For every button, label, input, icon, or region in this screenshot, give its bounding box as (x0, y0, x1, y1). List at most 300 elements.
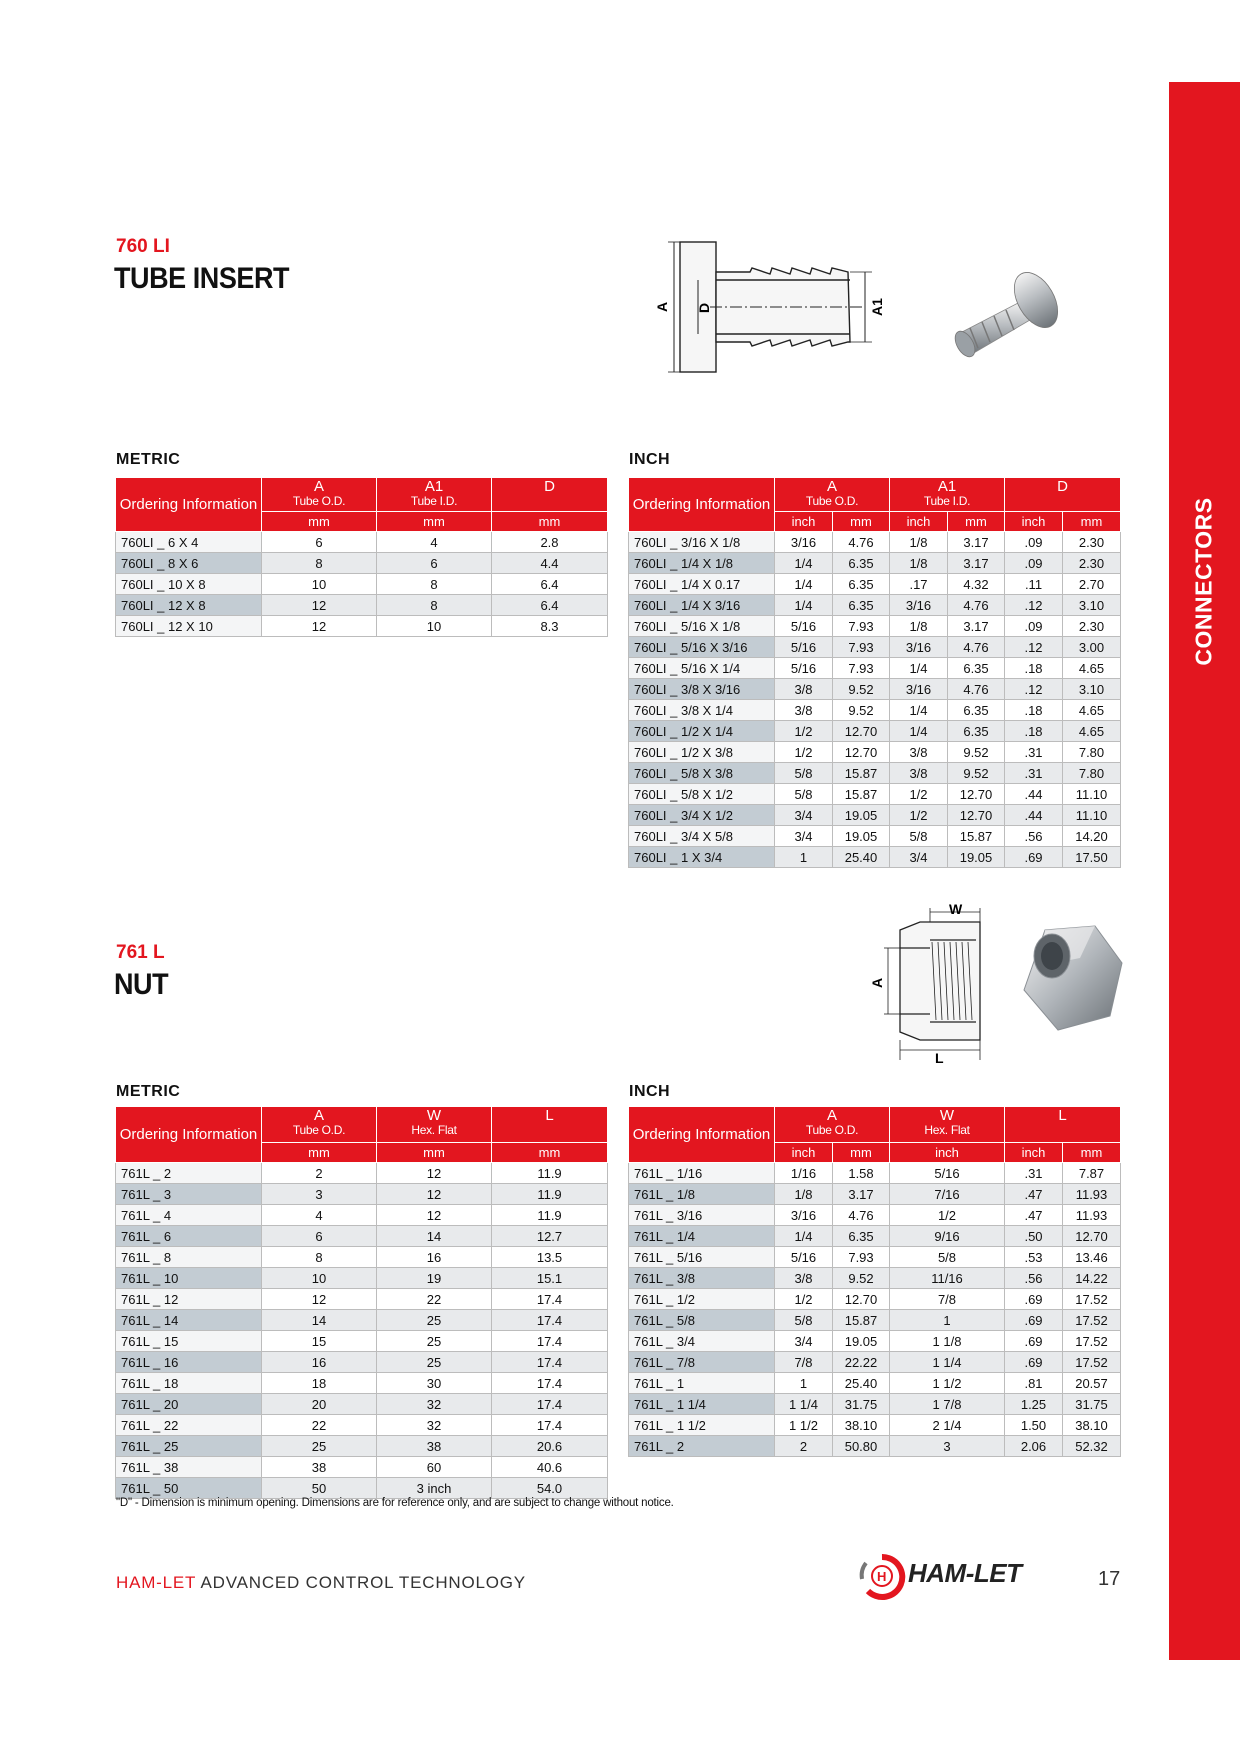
value-cell: 7/16 (890, 1184, 1005, 1205)
value-cell: 5/16 (890, 1163, 1005, 1184)
ordering-code-cell: 761L _ 25 (116, 1436, 262, 1457)
unit-inch: inch (1005, 512, 1063, 532)
value-cell: 9.52 (833, 1268, 890, 1289)
footnote: "D" - Dimension is minimum opening. Dimensions are for reference only, and are subject to change without notice. (116, 1497, 674, 1509)
value-cell: 1 7/8 (890, 1394, 1005, 1415)
unit-mm: mm (262, 1143, 377, 1163)
value-cell: 12 (377, 1184, 492, 1205)
table-row (116, 574, 608, 595)
ordering-code-cell: 760LI _ 1/4 X 3/16 (629, 595, 775, 616)
ordering-code-cell: 760LI _ 3/8 X 3/16 (629, 679, 775, 700)
table-row (629, 847, 1121, 868)
value-cell: .56 (1005, 1268, 1063, 1289)
value-cell: .12 (1005, 595, 1063, 616)
value-cell: 2.06 (1005, 1436, 1063, 1457)
value-cell: 19.05 (833, 826, 890, 847)
value-cell: 1.25 (1005, 1394, 1063, 1415)
value-cell: 3/4 (775, 1331, 833, 1352)
unit-inch: inch (775, 512, 833, 532)
value-cell: .69 (1005, 1310, 1063, 1331)
value-cell: 9.52 (948, 763, 1005, 784)
value-cell: 8 (262, 1247, 377, 1268)
value-cell: 12.70 (948, 784, 1005, 805)
value-cell: 1.50 (1005, 1415, 1063, 1436)
unit-mm: mm (262, 512, 377, 532)
value-cell: .18 (1005, 658, 1063, 679)
value-cell: .12 (1005, 637, 1063, 658)
value-cell: 15.87 (833, 763, 890, 784)
value-cell: .44 (1005, 784, 1063, 805)
value-cell: 1/8 (890, 553, 948, 574)
table-row (629, 1310, 1121, 1331)
value-cell: 3.00 (1063, 637, 1121, 658)
value-cell: .50 (1005, 1226, 1063, 1247)
ordering-code-cell: 761L _ 8 (116, 1247, 262, 1268)
value-cell: 9.52 (833, 700, 890, 721)
value-cell: 25 (377, 1310, 492, 1331)
value-cell: 12.7 (492, 1226, 608, 1247)
ordering-code-cell: 761L _ 2 (116, 1163, 262, 1184)
value-cell: 4.76 (948, 679, 1005, 700)
value-cell: 5/8 (775, 763, 833, 784)
value-cell: 17.4 (492, 1394, 608, 1415)
logo-mark: H (877, 1569, 887, 1584)
value-cell: 3.17 (948, 553, 1005, 574)
value-cell: 9/16 (890, 1226, 1005, 1247)
value-cell: 5/8 (775, 1310, 833, 1331)
value-cell: 32 (377, 1394, 492, 1415)
value-cell: 20.6 (492, 1436, 608, 1457)
section-heading-metric: METRIC (116, 1083, 181, 1100)
table-row (116, 1247, 608, 1268)
value-cell: 12.70 (948, 805, 1005, 826)
ordering-code-cell: 760LI _ 12 X 8 (116, 595, 262, 616)
ordering-code-cell: 761L _ 12 (116, 1289, 262, 1310)
ordering-code-cell: 761L _ 3 (116, 1184, 262, 1205)
value-cell: .47 (1005, 1205, 1063, 1226)
ordering-code-cell: 761L _ 2 (629, 1436, 775, 1457)
value-cell: 3/16 (890, 595, 948, 616)
table-row (629, 700, 1121, 721)
value-cell: 11.10 (1063, 805, 1121, 826)
value-cell: .18 (1005, 700, 1063, 721)
value-cell: 3/4 (775, 826, 833, 847)
value-cell: 38 (262, 1457, 377, 1478)
table-row (629, 1184, 1121, 1205)
ordering-code-cell: 761L _ 4 (116, 1205, 262, 1226)
side-tab (1169, 82, 1240, 1660)
value-cell: 3/16 (890, 679, 948, 700)
value-cell: 12 (377, 1163, 492, 1184)
value-cell: 15.1 (492, 1268, 608, 1289)
header-a: A (313, 478, 324, 495)
value-cell: 4.32 (948, 574, 1005, 595)
header-a1: A1 (937, 478, 957, 495)
ordering-code-cell: 761L _ 16 (116, 1352, 262, 1373)
table-row (629, 1436, 1121, 1457)
value-cell: .09 (1005, 553, 1063, 574)
value-cell: 20 (262, 1394, 377, 1415)
value-cell: 12.70 (833, 721, 890, 742)
value-cell: 5/8 (775, 784, 833, 805)
header-l: L (1058, 1107, 1067, 1124)
ordering-code-cell: 761L _ 6 (116, 1226, 262, 1247)
table-row (116, 1289, 608, 1310)
value-cell: 2.30 (1063, 532, 1121, 553)
ordering-code-cell: 761L _ 22 (116, 1415, 262, 1436)
ordering-code-cell: 760LI _ 1/2 X 3/8 (629, 742, 775, 763)
value-cell: .12 (1005, 679, 1063, 700)
value-cell: 1/8 (890, 616, 948, 637)
value-cell: .09 (1005, 532, 1063, 553)
page-number: 17 (1098, 1568, 1121, 1590)
value-cell: 1 1/2 (890, 1373, 1005, 1394)
table-row (629, 574, 1121, 595)
ordering-code-cell: 761L _ 10 (116, 1268, 262, 1289)
value-cell: 6.35 (948, 721, 1005, 742)
ordering-code-cell: 761L _ 15 (116, 1331, 262, 1352)
value-cell: 3/8 (890, 742, 948, 763)
value-cell: 3/16 (775, 1205, 833, 1226)
table-row (116, 1184, 608, 1205)
value-cell: 5/16 (775, 1247, 833, 1268)
value-cell: 17.4 (492, 1289, 608, 1310)
unit-mm: mm (948, 512, 1005, 532)
tube-insert-photo (950, 262, 1070, 382)
unit-mm: mm (377, 512, 492, 532)
unit-mm: mm (377, 1143, 492, 1163)
value-cell: 7.93 (833, 616, 890, 637)
header-a: A (826, 478, 837, 495)
value-cell: 15.87 (833, 1310, 890, 1331)
footer-brand: HAM-LET (116, 1573, 196, 1592)
ordering-code-cell: 761L _ 3/8 (629, 1268, 775, 1289)
value-cell: 3/8 (890, 763, 948, 784)
value-cell: 38 (377, 1436, 492, 1457)
value-cell: 3.10 (1063, 595, 1121, 616)
ordering-code-cell: 761L _ 1 1/2 (629, 1415, 775, 1436)
value-cell: 12 (262, 616, 377, 637)
ordering-code-cell: 761L _ 38 (116, 1457, 262, 1478)
value-cell: 11.10 (1063, 784, 1121, 805)
value-cell: 4.76 (948, 595, 1005, 616)
table-row (116, 1268, 608, 1289)
table-row (116, 1415, 608, 1436)
table-row (629, 1163, 1121, 1184)
ordering-code-cell: 760LI _ 1/4 X 1/8 (629, 553, 775, 574)
value-cell: .31 (1005, 742, 1063, 763)
table-row (116, 595, 608, 616)
value-cell: 17.4 (492, 1415, 608, 1436)
value-cell: 1/4 (890, 721, 948, 742)
value-cell: 38.10 (1063, 1415, 1121, 1436)
value-cell: 5/16 (775, 658, 833, 679)
value-cell: 31.75 (833, 1394, 890, 1415)
value-cell: 1 (775, 847, 833, 868)
value-cell: 19.05 (948, 847, 1005, 868)
header-w: W (939, 1107, 955, 1124)
value-cell: 25 (377, 1331, 492, 1352)
value-cell: .69 (1005, 847, 1063, 868)
unit-mm: mm (492, 512, 608, 532)
value-cell: 3 (262, 1184, 377, 1205)
header-ordering: Ordering Information (629, 1107, 775, 1163)
ordering-code-cell: 761L _ 14 (116, 1310, 262, 1331)
value-cell: 3.17 (833, 1184, 890, 1205)
value-cell: 19 (377, 1268, 492, 1289)
tube-insert-metric-table: Ordering Information A Tube O.D. A1 Tube I.D. D mm mm mm 760LI _ 6 X 4 6 4 2.8 760LI _ 8 X 6 8 6 4.4 760LI _ 10 X 8 10 8 6.4 760LI _ 12 X 8 12 8 6.4 760LI _ 12 X 10 12 10 8.3 (115, 477, 608, 637)
value-cell: 17.52 (1063, 1289, 1121, 1310)
value-cell: .18 (1005, 721, 1063, 742)
value-cell: 7.87 (1063, 1163, 1121, 1184)
value-cell: 2.8 (492, 532, 608, 553)
table-row (629, 763, 1121, 784)
value-cell: 4 (262, 1205, 377, 1226)
value-cell: 5/8 (890, 826, 948, 847)
value-cell: 17.52 (1063, 1310, 1121, 1331)
value-cell: 40.6 (492, 1457, 608, 1478)
product-code: 760 LI (116, 236, 170, 257)
value-cell: 4.76 (948, 637, 1005, 658)
value-cell: 6.35 (833, 595, 890, 616)
table-row (116, 1394, 608, 1415)
product-title: NUT (114, 968, 169, 1001)
ordering-code-cell: 760LI _ 3/4 X 5/8 (629, 826, 775, 847)
ordering-code-cell: 760LI _ 5/8 X 1/2 (629, 784, 775, 805)
header-ordering: Ordering Information (629, 478, 775, 532)
value-cell: 8 (377, 595, 492, 616)
table-row (629, 721, 1121, 742)
value-cell: 25 (262, 1436, 377, 1457)
value-cell: 6.35 (948, 700, 1005, 721)
value-cell: 25.40 (833, 847, 890, 868)
value-cell: 3/4 (775, 805, 833, 826)
table-row (629, 1394, 1121, 1415)
value-cell: 17.52 (1063, 1352, 1121, 1373)
value-cell: 11.9 (492, 1205, 608, 1226)
value-cell: 31.75 (1063, 1394, 1121, 1415)
value-cell: 5/8 (890, 1247, 1005, 1268)
unit-inch: inch (775, 1143, 833, 1163)
ordering-code-cell: 761L _ 1/16 (629, 1163, 775, 1184)
ordering-code-cell: 760LI _ 5/16 X 1/8 (629, 616, 775, 637)
value-cell: 2.30 (1063, 616, 1121, 637)
nut-inch-table: Ordering Information A Tube O.D. W Hex. Flat L inch mm inch inch mm 761L _ 1/16 1/16 1.58 5/16 .31 7.87 761L _ 1/8 1/8 3.17 7/16 .47 11.93 761L _ 3/16 3/16 4.76 1/2 .47 11.93 761L _ 1/4 1/4 6.35 9/16 .50 12.70 761L _ 5/16 5/16 7.93 5/8 .53 13.46 761L _ 3/8 3/8 9.52 11/16 .56 14.22 761L _ 1/2 1/2 12.70 7/8 .69 17.52 761L _ 5/8 5/8 15.87 1 .69 17.52 761L _ 3/4 3/4 19.05 1 1/8 .69 17.52 761L _ 7/8 7/8 22.22 1 1/4 .69 17.52 761L _ 1 1 25.40 1 1/2 .81 20.57 761L _ 1 1/4 1 1/4 31.75 1 7/8 1.25 31.75 761L _ 1 1/2 1 1/2 38.10 2 1/4 1.50 38.10 761L _ 2 2 50.80 3 2.06 52.32 (628, 1106, 1121, 1457)
value-cell: 6.4 (492, 574, 608, 595)
value-cell: 4.76 (833, 532, 890, 553)
value-cell: 12 (377, 1205, 492, 1226)
nut-drawing (860, 900, 1000, 1065)
value-cell: 11/16 (890, 1268, 1005, 1289)
value-cell: 7.93 (833, 658, 890, 679)
value-cell: 17.4 (492, 1331, 608, 1352)
value-cell: .17 (890, 574, 948, 595)
ordering-code-cell: 761L _ 50 (116, 1478, 262, 1499)
value-cell: 3/16 (890, 637, 948, 658)
ordering-code-cell: 761L _ 1 (629, 1373, 775, 1394)
value-cell: 1/4 (890, 700, 948, 721)
value-cell: 7.80 (1063, 742, 1121, 763)
footer-tagline: HAM-LET ADVANCED CONTROL TECHNOLOGY (116, 1573, 526, 1592)
value-cell: .47 (1005, 1184, 1063, 1205)
table-row (116, 1163, 608, 1184)
ordering-code-cell: 760LI _ 1/4 X 0.17 (629, 574, 775, 595)
value-cell: 11.9 (492, 1163, 608, 1184)
ordering-code-cell: 760LI _ 3/16 X 1/8 (629, 532, 775, 553)
value-cell: 25 (377, 1352, 492, 1373)
value-cell: .31 (1005, 763, 1063, 784)
value-cell: 1/4 (775, 595, 833, 616)
value-cell: 14.22 (1063, 1268, 1121, 1289)
ordering-code-cell: 761L _ 1/4 (629, 1226, 775, 1247)
value-cell: 6.35 (948, 658, 1005, 679)
value-cell: 19.05 (833, 1331, 890, 1352)
hamlet-logo-icon (858, 1553, 906, 1599)
value-cell: 1 (890, 1310, 1005, 1331)
table-row (629, 1226, 1121, 1247)
unit-inch: inch (1005, 1143, 1063, 1163)
table-row (116, 1373, 608, 1394)
value-cell: 1/2 (890, 1205, 1005, 1226)
table-row (629, 1268, 1121, 1289)
unit-mm: mm (492, 1143, 608, 1163)
value-cell: 6.4 (492, 595, 608, 616)
value-cell: 6.35 (833, 553, 890, 574)
value-cell: 9.52 (833, 679, 890, 700)
header-ordering: Ordering Information (116, 1107, 262, 1163)
value-cell: 25.40 (833, 1373, 890, 1394)
value-cell: 10 (262, 574, 377, 595)
value-cell: 1/2 (775, 742, 833, 763)
table-row (116, 1436, 608, 1457)
value-cell: .53 (1005, 1247, 1063, 1268)
value-cell: 17.4 (492, 1373, 608, 1394)
header-a: A (826, 1107, 837, 1124)
value-cell: 9.52 (948, 742, 1005, 763)
dimension-label-d: D (696, 302, 712, 313)
table-row (116, 1226, 608, 1247)
table-row (629, 1205, 1121, 1226)
unit-mm: mm (833, 512, 890, 532)
value-cell: 1 1/2 (775, 1415, 833, 1436)
value-cell: 50 (262, 1478, 377, 1499)
tube-insert-inch-table: Ordering Information A Tube O.D. A1 Tube I.D. D inch mm inch mm inch mm 760LI _ 3/16 X 1/8 3/16 4.76 1/8 3.17 .09 2.30 760LI _ 1/4 X 1/8 1/4 6.35 1/8 3.17 .09 2.30 760LI _ 1/4 X 0.17 1/4 6.35 .17 4.32 .11 2.70 760LI _ 1/4 X 3/16 1/4 6.35 3/16 4.76 .12 3.10 760LI _ 5/16 X 1/8 5/16 7.93 1/8 3.17 .09 2.30 760LI _ 5/16 X 3/16 5/16 7.93 3/16 4.76 .12 3.00 760LI _ 5/16 X 1/4 5/16 7.93 1/4 6.35 .18 4.65 760LI _ 3/8 X 3/16 3/8 9.52 3/16 4.76 .12 3.10 760LI _ 3/8 X 1/4 3/8 9.52 1/4 6.35 .18 4.65 760LI _ 1/2 X 1/4 1/2 12.70 1/4 6.35 .18 4.65 760LI _ 1/2 X 3/8 1/2 12.70 3/8 9.52 .31 7.80 760LI _ 5/8 X 3/8 5/8 15.87 3/8 9.52 .31 7.80 760LI _ 5/8 X 1/2 5/8 15.87 1/2 12.70 .44 11.10 760LI _ 3/4 X 1/2 3/4 19.05 1/2 12.70 .44 11.10 760LI _ 3/4 X 5/8 3/4 19.05 5/8 15.87 .56 14.20 760LI _ 1 X 3/4 1 25.40 3/4 19.05 .69 17.50 (628, 477, 1121, 868)
ordering-code-cell: 760LI _ 12 X 10 (116, 616, 262, 637)
dimension-label-a: A (654, 301, 670, 312)
value-cell: .44 (1005, 805, 1063, 826)
value-cell: 52.32 (1063, 1436, 1121, 1457)
section-heading-inch: INCH (629, 1083, 671, 1100)
table-row (629, 679, 1121, 700)
ordering-code-cell: 761L _ 5/8 (629, 1310, 775, 1331)
unit-mm: mm (1063, 512, 1121, 532)
value-cell: 60 (377, 1457, 492, 1478)
value-cell: 4 (377, 532, 492, 553)
value-cell: .11 (1005, 574, 1063, 595)
value-cell: 4.65 (1063, 721, 1121, 742)
value-cell: 12.70 (1063, 1226, 1121, 1247)
value-cell: .31 (1005, 1163, 1063, 1184)
value-cell: 7.80 (1063, 763, 1121, 784)
ordering-code-cell: 760LI _ 1 X 3/4 (629, 847, 775, 868)
ordering-code-cell: 760LI _ 8 X 6 (116, 553, 262, 574)
value-cell: 8.3 (492, 616, 608, 637)
value-cell: 17.52 (1063, 1331, 1121, 1352)
value-cell: 3/8 (775, 679, 833, 700)
value-cell: 3/8 (775, 1268, 833, 1289)
value-cell: 12.70 (833, 1289, 890, 1310)
value-cell: 17.4 (492, 1352, 608, 1373)
value-cell: 1.58 (833, 1163, 890, 1184)
value-cell: .69 (1005, 1331, 1063, 1352)
ordering-code-cell: 761L _ 1/2 (629, 1289, 775, 1310)
value-cell: 1/16 (775, 1163, 833, 1184)
value-cell: 6 (377, 553, 492, 574)
value-cell: 15.87 (948, 826, 1005, 847)
value-cell: 22 (262, 1415, 377, 1436)
value-cell: 11.9 (492, 1184, 608, 1205)
value-cell: 1 (775, 1373, 833, 1394)
header-a1: A1 (424, 478, 444, 495)
unit-mm: mm (833, 1143, 890, 1163)
value-cell: 15.87 (833, 784, 890, 805)
value-cell: 14 (262, 1310, 377, 1331)
value-cell: .69 (1005, 1352, 1063, 1373)
value-cell: 5/16 (775, 637, 833, 658)
table-row (116, 553, 608, 574)
ordering-code-cell: 761L _ 18 (116, 1373, 262, 1394)
ordering-code-cell: 760LI _ 10 X 8 (116, 574, 262, 595)
value-cell: 14 (377, 1226, 492, 1247)
ordering-code-cell: 760LI _ 6 X 4 (116, 532, 262, 553)
value-cell: 7.93 (833, 1247, 890, 1268)
value-cell: 22.22 (833, 1352, 890, 1373)
table-row (116, 532, 608, 553)
value-cell: 30 (377, 1373, 492, 1394)
unit-mm: mm (1063, 1143, 1121, 1163)
value-cell: 54.0 (492, 1478, 608, 1499)
hamlet-logo-text: HAM-LET (908, 1558, 1022, 1588)
table-row (629, 1247, 1121, 1268)
value-cell: 13.5 (492, 1247, 608, 1268)
table-row (116, 1457, 608, 1478)
value-cell: 16 (262, 1352, 377, 1373)
value-cell: 3.10 (1063, 679, 1121, 700)
table-row (629, 637, 1121, 658)
value-cell: 12 (262, 1289, 377, 1310)
value-cell: 50.80 (833, 1436, 890, 1457)
table-row (116, 1331, 608, 1352)
ordering-code-cell: 761L _ 5/16 (629, 1247, 775, 1268)
ordering-code-cell: 760LI _ 5/16 X 1/4 (629, 658, 775, 679)
table-row (629, 1373, 1121, 1394)
value-cell: 6 (262, 532, 377, 553)
value-cell: 2 (262, 1163, 377, 1184)
table-row (629, 616, 1121, 637)
table-row (116, 1478, 608, 1499)
value-cell: 19.05 (833, 805, 890, 826)
product-title: TUBE INSERT (114, 262, 290, 295)
section-heading-inch: INCH (629, 451, 671, 468)
table-row (629, 1331, 1121, 1352)
value-cell: .09 (1005, 616, 1063, 637)
table-row (629, 595, 1121, 616)
header-l: L (545, 1107, 554, 1124)
value-cell: 1 1/4 (890, 1352, 1005, 1373)
header-d: D (1057, 478, 1068, 495)
value-cell: 7/8 (890, 1289, 1005, 1310)
value-cell: 7/8 (775, 1352, 833, 1373)
